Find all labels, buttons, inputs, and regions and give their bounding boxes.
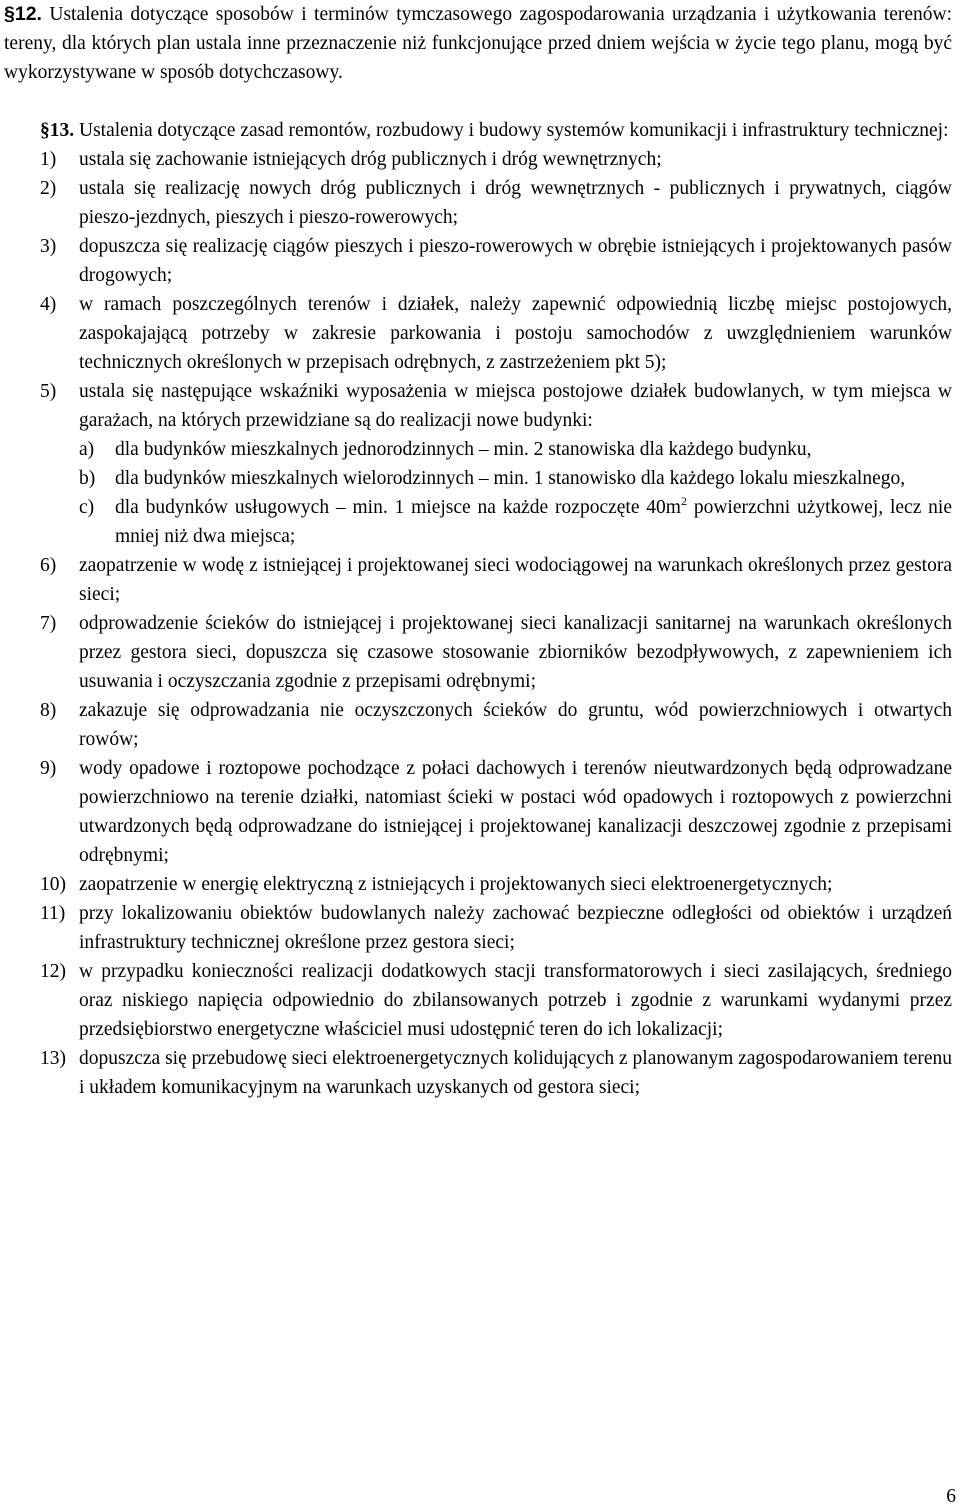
page-number: 6 [946,1486,956,1507]
sub-item-a [79,435,952,464]
sub-item-b [79,464,952,493]
list-marker: 7) [40,613,57,634]
section-12-number: §12. [4,3,42,25]
list-item-13 [4,1044,952,1102]
list-item-1 [4,145,952,174]
list-marker: 2) [40,178,57,199]
section-13-intro: Ustalenia dotyczące zasad remontów, rozbudowy i budowy systemów komunikacji i infrastruktury technicznej: [79,120,949,141]
list-item-text: w ramach poszczególnych terenów i działek, należy zapewnić odpowiednią liczbę miejsc postojowych, zaspokajającą potrzeby w zakresie parkowania i postoju samochodów z uwzględnieniem warunków technicznych określonych w przepisach odrębnych, z zastrzeżeniem pkt 5); [79,294,952,373]
list-marker: 3) [40,236,57,257]
section-12-paragraph [4,0,952,87]
list-marker: 1) [40,149,57,170]
sub-list-marker: a) [79,439,95,460]
list-item-text: wody opadowe i roztopowe pochodzące z połaci dachowych i terenów nieutwardzonych będą odprowadzane powierzchniowo na terenie działki, natomiast ścieki w postaci wód opadowych i roztopowych z powierzchni utwardzonych będą odprowadzane do istniejącej i projektowanej kanalizacji deszczowej zgodnie z przepisami odrębnymi; [79,758,952,866]
list-item-text: dopuszcza się przebudowę sieci elektroenergetycznych kolidujących z planowanym zagospodarowaniem terenu i układem komunikacyjnym na warunkach uzyskanych od gestora sieci; [79,1048,952,1098]
superscript: 2 [680,494,687,508]
list-item-9 [4,754,952,870]
sub-list-marker: b) [79,468,96,489]
list-item-text: zaopatrzenie w energię elektryczną z istniejących i projektowanych sieci elektroenergetycznych; [79,874,833,895]
section-12-text: Ustalenia dotyczące sposobów i terminów tymczasowego zagospodarowania urządzania i użytkowania terenów: tereny, dla których plan ustala inne przeznaczenie niż funkcjonujące przed dniem wejścia w życie tego planu, mogą być wykorzystywane w sposób dotychczasowy. [4,4,953,83]
list-item-2 [4,174,952,232]
list-item-6 [4,551,952,609]
list-item-text: w przypadku konieczności realizacji dodatkowych stacji transformatorowych i sieci zasilających, średniego oraz niskiego napięcia odpowiednio do zbilansowanych potrzeb i zgodnie z warunkami wydanymi przez przedsiębiorstwo energetyczne właściciel musi udostępnić teren do ich lokalizacji; [79,961,952,1040]
list-marker: 8) [40,700,57,721]
sub-item-text: dla budynków mieszkalnych jednorodzinnych – min. 2 stanowiska dla każdego budynku, [115,439,812,460]
list-item-text: odprowadzenie ścieków do istniejącej i projektowanej sieci kanalizacji sanitarnej na warunkach określonych przez gestora sieci, dopuszcza się czasowe stosowanie zbiorników bezodpływowych, z zapewnieniem ich usuwania i oczyszczania zgodnie z przepisami odrębnymi; [79,613,952,692]
list-marker: 9) [40,758,57,779]
list-marker: 11) [40,903,66,924]
list-item-text: przy lokalizowaniu obiektów budowlanych należy zachować bezpieczne odległości od obiektów i urządzeń infrastruktury technicznej określone przez gestora sieci; [79,903,952,953]
document-page [4,0,952,1102]
sub-item-c [79,493,952,551]
list-item-text: zaopatrzenie w wodę z istniejącej i projektowanej sieci wodociągowej na warunkach określonych przez gestora sieci; [79,555,952,605]
list-item-8 [4,696,952,754]
list-item-4 [4,290,952,377]
sub-item-text-after: powierzchni użytkowej, lecz nie mniej niż dwa miejsca; [115,497,953,547]
list-item-7 [4,609,952,696]
list-item-text: ustala się realizację nowych dróg publicznych i dróg wewnętrznych - publicznych i prywatnych, ciągów pieszo-jezdnych, pieszych i pieszo-rowerowych; [79,178,952,228]
list-marker: 10) [40,874,66,895]
list-item-text: dopuszcza się realizację ciągów pieszych i pieszo-rowerowych w obrębie istniejących i projektowanych pasów drogowych; [79,236,952,286]
list-marker: 12) [40,961,66,982]
list-marker: 4) [40,294,57,315]
section-13-number: §13. [40,120,75,141]
sub-list-marker: c) [79,497,95,518]
sub-item-text: dla budynków mieszkalnych wielorodzinnych – min. 1 stanowisko dla każdego lokalu mieszkalnego, [115,468,906,489]
list-marker: 6) [40,555,57,576]
list-item-10 [4,870,952,899]
list-item-text: ustala się następujące wskaźniki wyposażenia w miejsca postojowe działek budowlanych, w tym miejsca w garażach, na których przewidziane są do realizacji nowe budynki: [79,381,952,431]
section-13-intro-paragraph [4,116,952,145]
section-13-list [4,145,952,1102]
list-item-11 [4,899,952,957]
list-item-text: ustala się zachowanie istniejących dróg publicznych i dróg wewnętrznych; [79,149,662,170]
list-marker: 13) [40,1048,66,1069]
list-item-3 [4,232,952,290]
list-item-5 [4,377,952,551]
list-item-12 [4,957,952,1044]
sub-list [79,435,952,551]
list-marker: 5) [40,381,57,402]
sub-item-text-before: dla budynków usługowych – min. 1 miejsce na każde rozpoczęte 40m [115,497,681,518]
list-item-text: zakazuje się odprowadzania nie oczyszczonych ścieków do gruntu, wód powierzchniowych i otwartych rowów; [79,700,952,750]
